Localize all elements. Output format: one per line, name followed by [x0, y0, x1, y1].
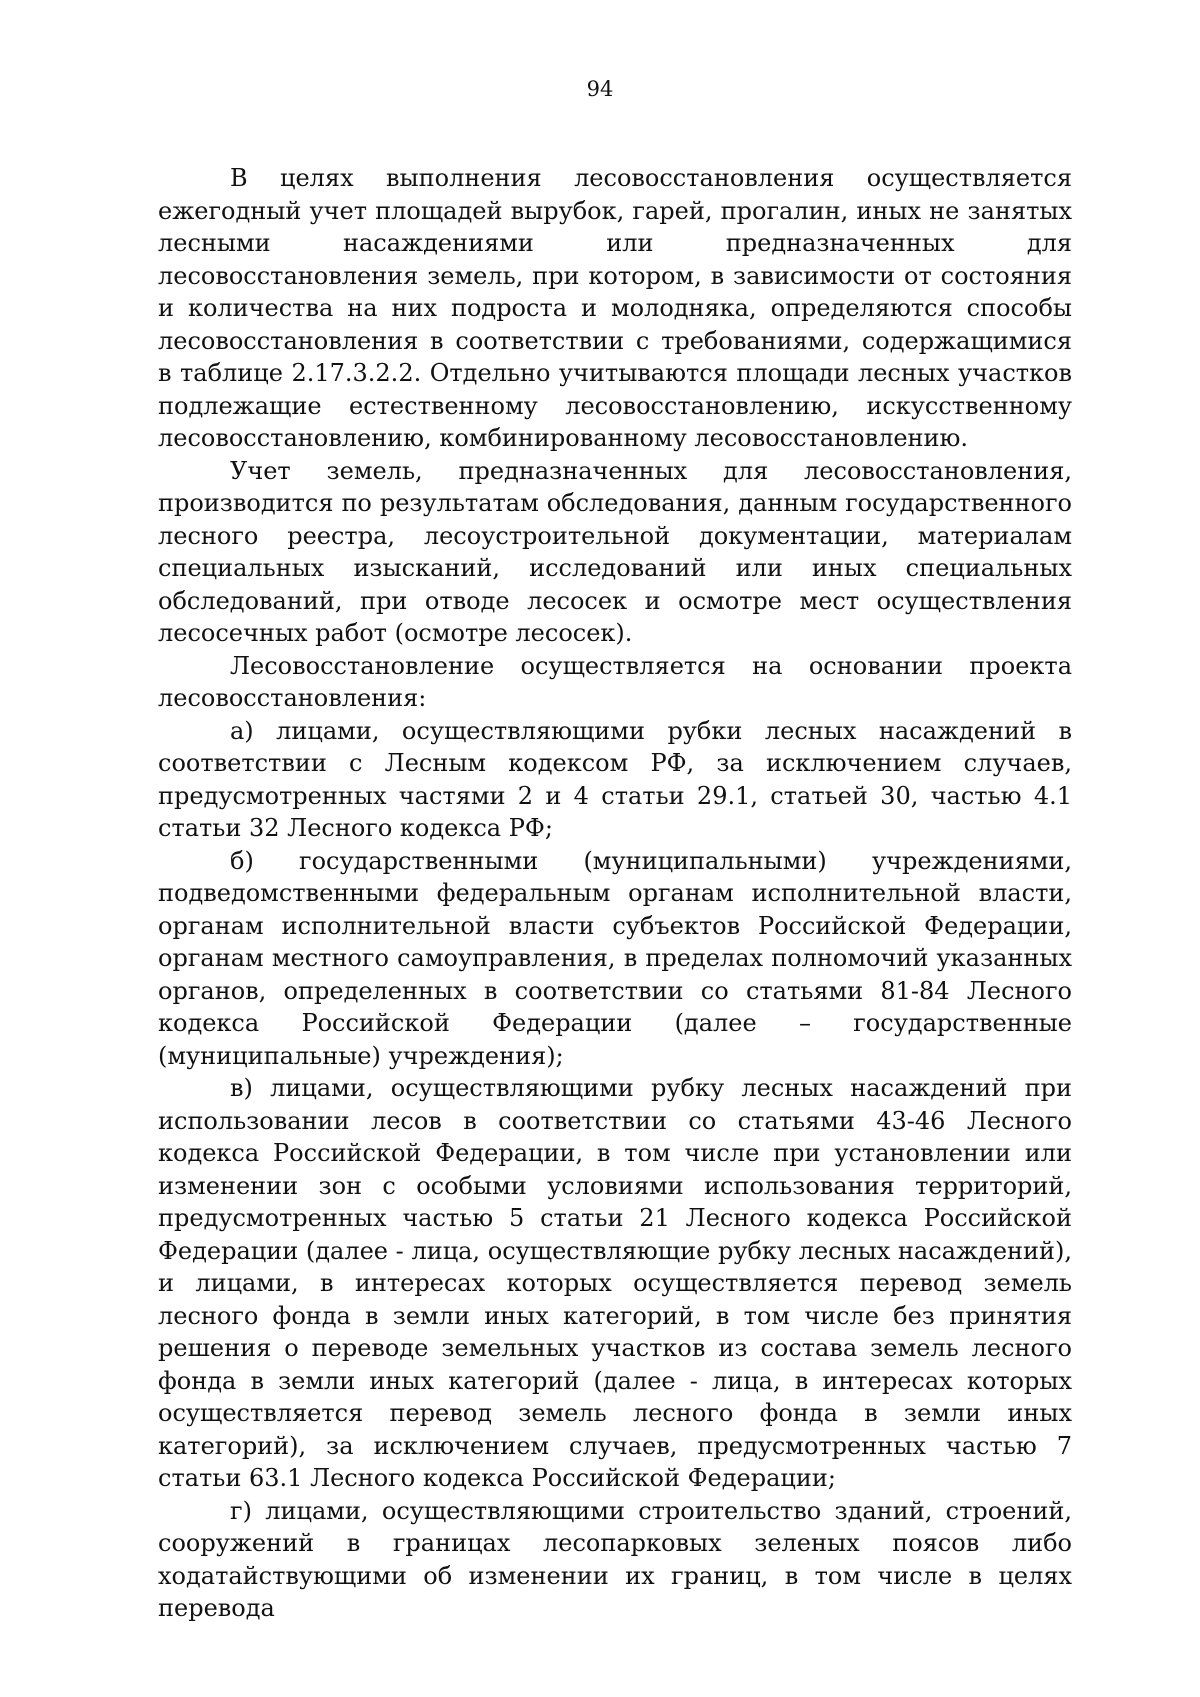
list-item-v: в) лицами, осуществляющими рубку лесных насаждений при использовании лесов в соответствии со статьями 43-46 Лесного кодекса Российской Федерации, в том числе при установлении или изменении зон с особыми условиями использования территорий, предусмотренных частью 5 статьи 21 Лесного кодекса Российской Федерации (далее - лица, осуществляющие рубку лесных насаждений), и лицами, в интересах которых осуществляется перевод земель лесного фонда в земли иных категорий, в том числе без принятия решения о переводе земельных участков из состава земель лесного фонда в земли иных категорий (далее - лица, в интересах которых осуществляется перевод земель лесного фонда в земли иных категорий), за исключением случаев, предусмотренных частью 7 статьи 63.1 Лесного кодекса Российской Федерации; — [158, 1074, 1072, 1492]
paragraph-reforestation-basis: Лесовосстановление осуществляется на основании проекта лесовосстановления: — [158, 651, 1072, 712]
paragraph-reforestation-accounting: В целях выполнения лесовосстановления осуществляется ежегодный учет площадей вырубок, гарей, прогалин, иных не занятых лесными насаждениями или предназначенных для лесовосстановления земель, при котором, в зависимости от состояния и количества на них подроста и молодняка, определяются способы лесовосстановления в соответствии с требованиями, содержащимися в таблице 2.17.3.2.2. Отдельно учитываются площади лесных участков подлежащие естественному лесовосстановлению, искусственному лесовосстановлению, комбинированному лесовосстановлению. — [158, 164, 1072, 452]
document-body — [158, 162, 1072, 1625]
list-item-a: а) лицами, осуществляющими рубки лесных насаждений в соответствии с Лесным кодексом РФ, за исключением случаев, предусмотренных частями 2 и 4 статьи 29.1, статьей 30, частью 4.1 статьи 32 Лесного кодекса РФ; — [158, 716, 1072, 842]
paragraph-land-accounting: Учет земель, предназначенных для лесовосстановления, производится по результатам обследования, данным государственного лесного реестра, лесоустроительной документации, материалам специальных изысканий, исследований или иных специальных обследований, при отводе лесосек и осмотре мест осуществления лесосечных работ (осмотре лесосек). — [158, 456, 1072, 647]
list-item-g: г) лицами, осуществляющими строительство зданий, строений, сооружений в границах лесопарковых зеленых поясов либо ходатайствующими об изменении их границ, в том числе в целях перевода — [158, 1496, 1072, 1622]
page-number: 94 — [586, 77, 614, 101]
list-item-b: б) государственными (муниципальными) учреждениями, подведомственными федеральным органам исполнительной власти, органам исполнительной власти субъектов Российской Федерации, органам местного самоуправления, в пределах полномочий указанных органов, определенных в соответствии со статьями 81-84 Лесного кодекса Российской Федерации (далее – государственные (муниципальные) учреждения); — [158, 846, 1072, 1070]
